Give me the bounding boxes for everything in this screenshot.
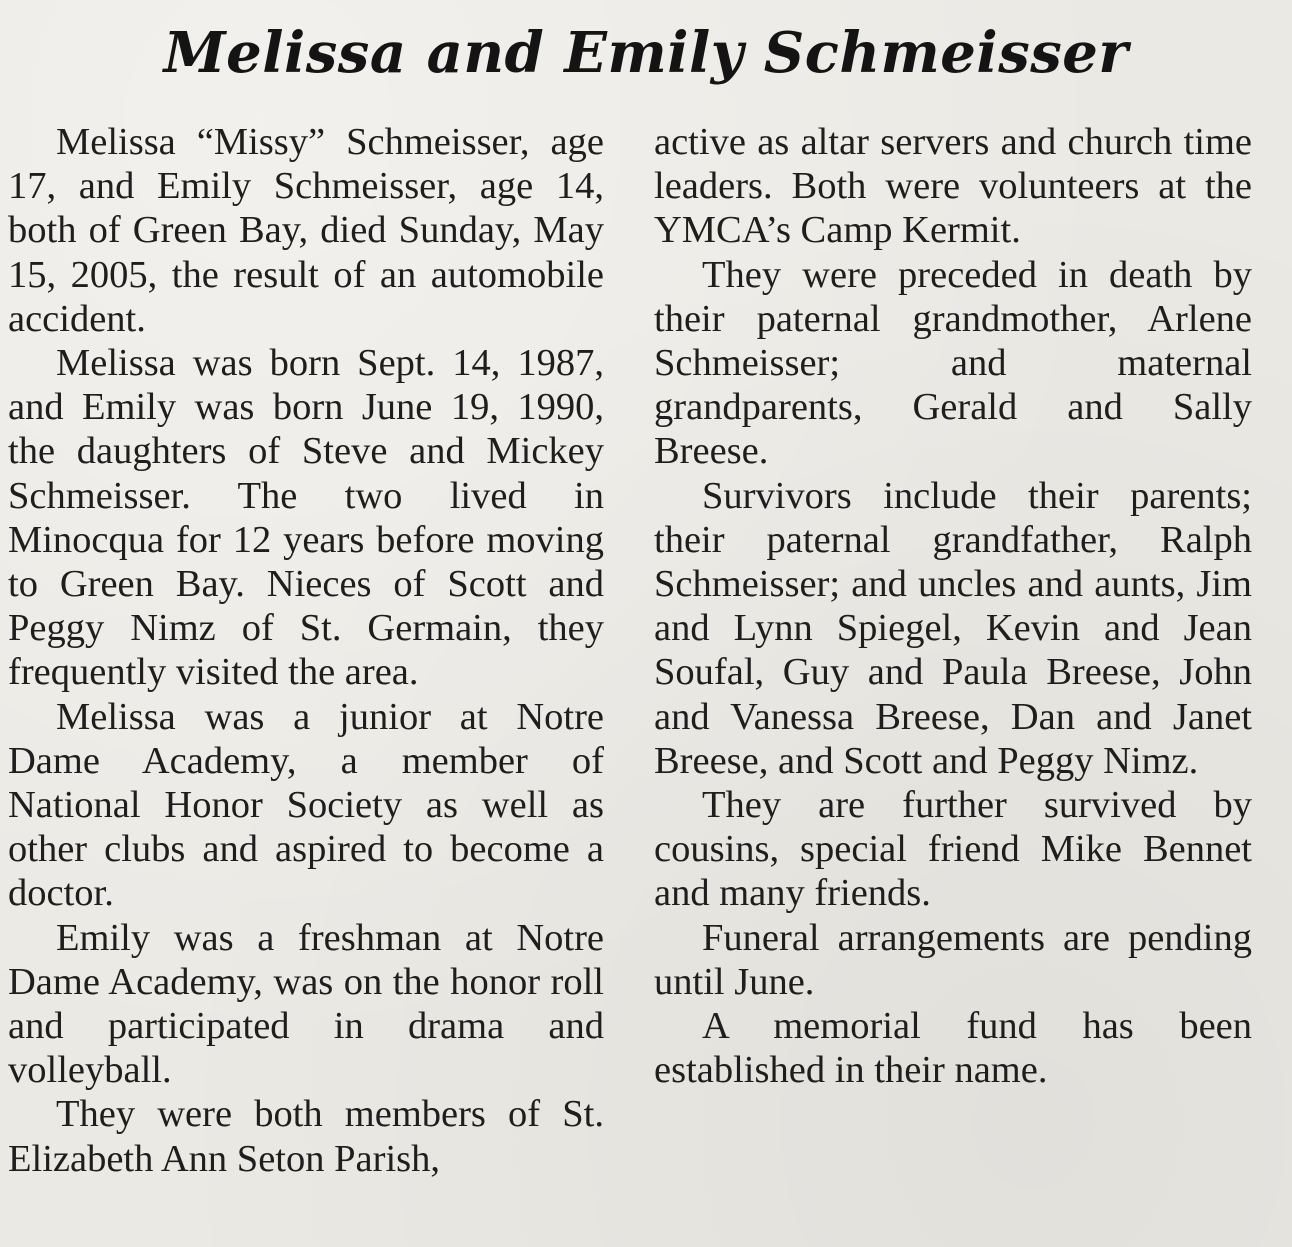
paragraph-parish: They were both members of St. Elizabeth Ann Seton Parish,	[8, 1093, 604, 1180]
paragraph-preceded-in-death: They were preceded in death by their paternal grandmother, Arlene Schmeisser; and maternal grandparents, Gerald and Sally Breese.	[654, 253, 1252, 473]
paragraph-further-survived: They are further survived by cousins, special friend Mike Bennet and many friends.	[654, 784, 1252, 915]
paragraph-funeral-arrangements: Funeral arrangements are pending until June.	[654, 916, 1252, 1003]
paragraph-death-notice: Melissa “Missy” Schmeisser, age 17, and Emily Schmeisser, age 14, both of Green Bay, died Sunday, May 15, 2005, the result of an automobile accident.	[8, 121, 604, 340]
obituary-headline: Melissa and Emily Schmeisser	[163, 20, 1129, 86]
text-column-right	[654, 120, 1252, 1092]
text-column-left	[8, 120, 604, 1181]
paragraph-birth-family: Melissa was born Sept. 14, 1987, and Emily was born June 19, 1990, the daughters of Steve and Mickey Schmeisser. The two lived in Minocqua for 12 years before moving to Green Bay. Nieces of Scott and Peggy Nimz of St. Germain, they frequently visited the area.	[8, 342, 604, 694]
paragraph-memorial-fund: A memorial fund has been established in their name.	[654, 1005, 1252, 1092]
paragraph-melissa-school: Melissa was a junior at Notre Dame Academy, a member of National Honor Society as well as other clubs and aspired to become a doctor.	[8, 695, 604, 915]
paragraph-survivors: Survivors include their parents; their paternal grandfather, Ralph Schmeisser; and uncles and aunts, Jim and Lynn Spiegel, Kevin and Jean Soufal, Guy and Paula Breese, John and Vanessa Breese, Dan and Janet Breese, and Scott and Peggy Nimz.	[654, 474, 1252, 782]
paragraph-parish-continued: active as altar servers and church time leaders. Both were volunteers at the YMCA’s Camp Kermit.	[654, 121, 1252, 252]
paragraph-emily-school: Emily was a freshman at Notre Dame Academy, was on the honor roll and participated in drama and volleyball.	[8, 916, 604, 1092]
